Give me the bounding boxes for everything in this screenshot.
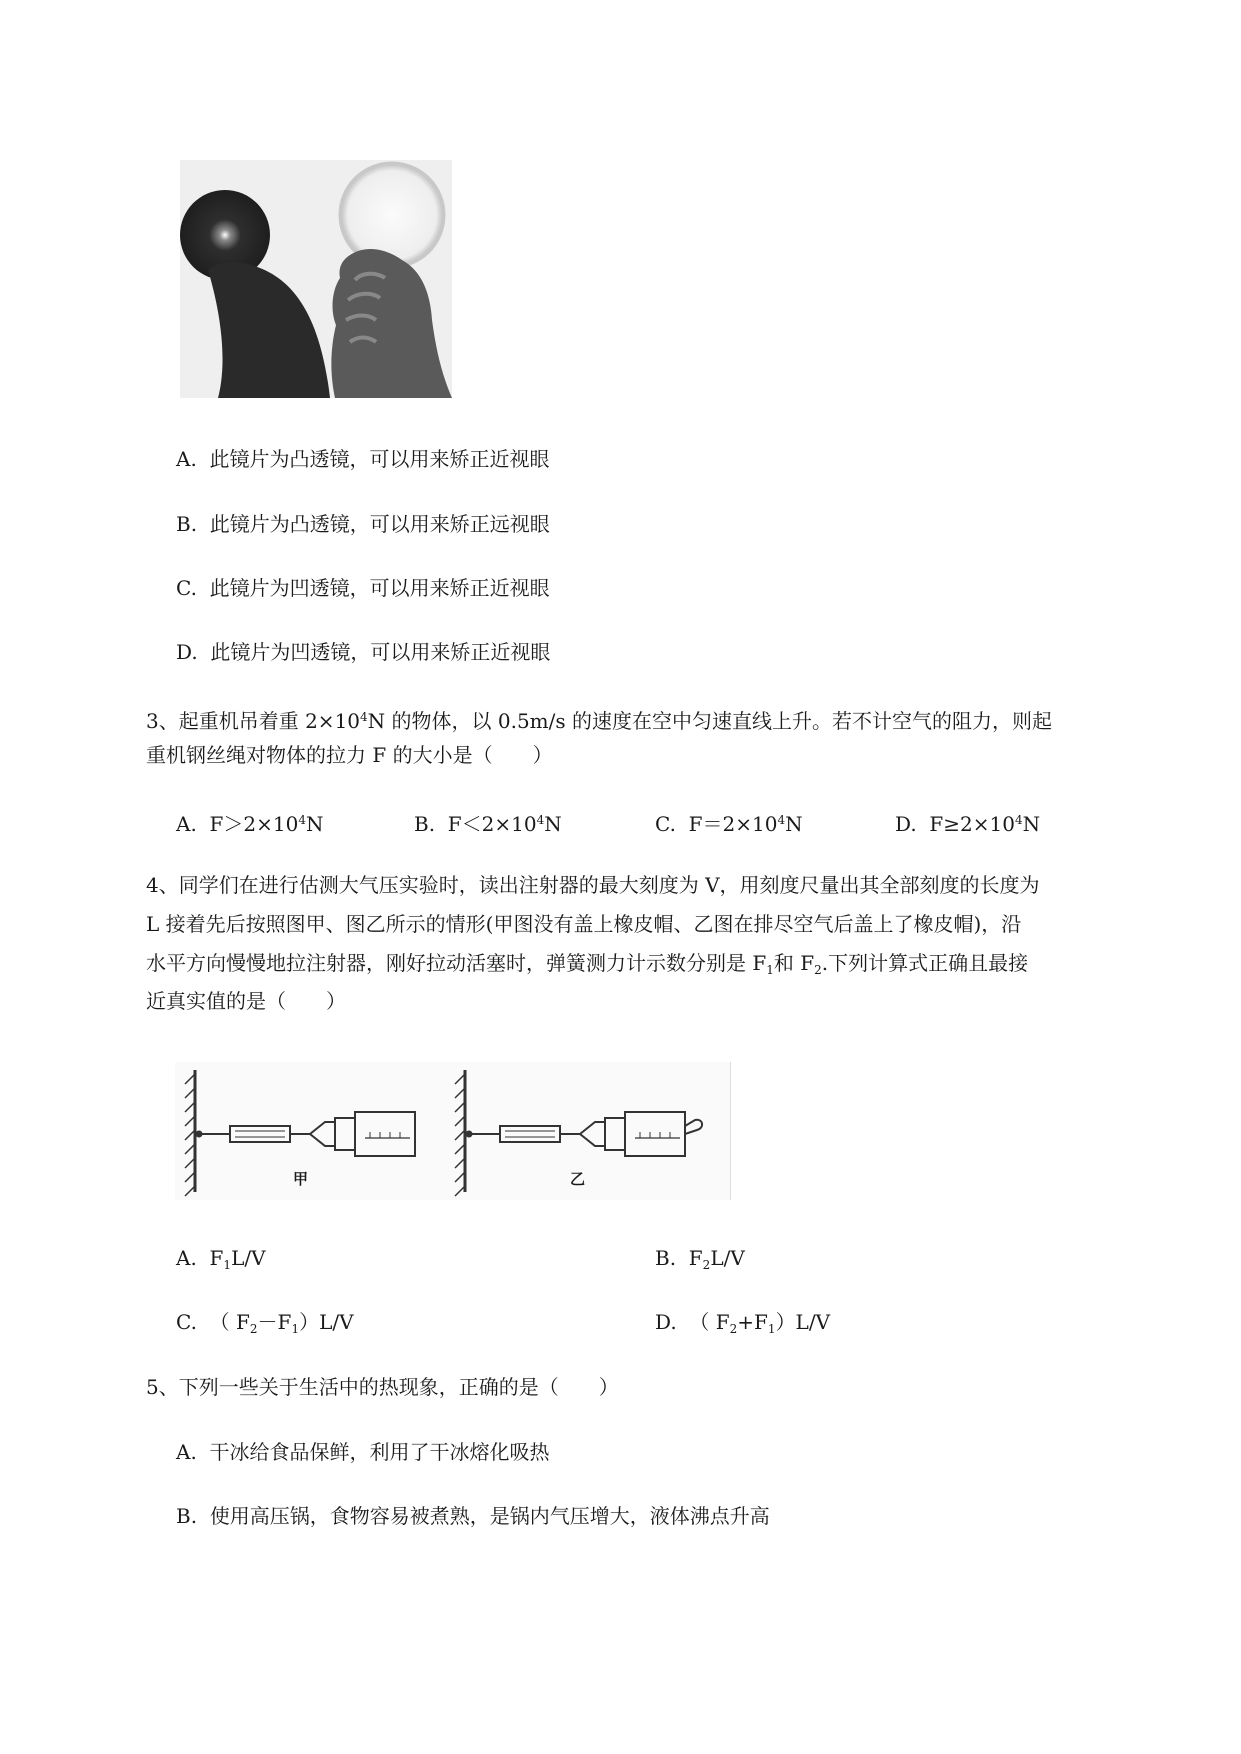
q3-option-d <box>895 806 1040 838</box>
option-letter: D. <box>655 1310 677 1334</box>
option-text: －F <box>257 1310 292 1334</box>
option-exponent: 4 <box>536 813 545 827</box>
option-text: +F <box>737 1310 768 1334</box>
option-text: N <box>785 812 803 836</box>
q5-stem <box>146 1373 619 1401</box>
q4-option-c <box>176 1308 354 1343</box>
option-letter: B. <box>176 1504 198 1528</box>
q5-option-a <box>176 1438 550 1466</box>
option-text: 此镜片为凹透镜，可以用来矫正近视眼 <box>210 640 551 664</box>
q4-subscript: 2 <box>814 963 822 977</box>
q3-exponent: 4 <box>360 710 368 724</box>
q3-text: N 的物体，以 0.5m/s 的速度在空中匀速直线上升。若不计空气的阻力，则起 <box>367 709 1053 733</box>
option-text: （ F <box>209 1310 250 1334</box>
option-letter: A. <box>176 447 197 471</box>
option-text: （ F <box>689 1310 730 1334</box>
q3-stem-line2 <box>146 741 553 769</box>
q3-text: 重机钢丝绳对物体的拉力 F 的大小是（ ） <box>146 743 553 767</box>
q4-text: 近真实值的是（ ） <box>146 989 346 1013</box>
option-subscript: 2 <box>729 1322 738 1336</box>
option-text: 干冰给食品保鲜，利用了干冰熔化吸热 <box>209 1440 550 1464</box>
option-text: L/V <box>231 1246 266 1270</box>
q4-text: .下列计算式正确且最接 <box>821 951 1029 975</box>
q3-text: 3、起重机吊着重 2×10 <box>146 709 361 733</box>
q4-text: 和 F <box>773 951 815 975</box>
q4-stem-line4 <box>146 987 346 1015</box>
q4-subscript: 1 <box>766 963 774 977</box>
option-text: 此镜片为凸透镜，可以用来矫正近视眼 <box>209 447 550 471</box>
q3-option-a <box>176 806 323 838</box>
option-letter: D. <box>176 640 198 664</box>
q4-option-d <box>655 1308 830 1343</box>
option-text: N <box>305 812 324 836</box>
option-letter: C. <box>655 812 676 836</box>
q4-option-b <box>655 1244 745 1279</box>
q4-text: 水平方向慢慢地拉注射器，刚好拉动活塞时，弹簧测力计示数分别是 F <box>146 951 767 975</box>
q4-text: L 接着先后按照图甲、图乙所示的情形(甲图没有盖上橡皮帽、乙图在排尽空气后盖上了橡皮帽)，沿 <box>146 912 1022 936</box>
option-text: 此镜片为凹透镜，可以用来矫正近视眼 <box>209 576 550 600</box>
option-letter: D. <box>895 812 917 836</box>
option-letter: C. <box>176 576 197 600</box>
q4-stem-line2 <box>146 910 1021 938</box>
q4-option-a <box>176 1244 266 1279</box>
q5-text: 5、下列一些关于生活中的热现象，正确的是（ ） <box>146 1375 619 1399</box>
q2-option-a <box>176 445 550 473</box>
option-letter: A. <box>176 1440 197 1464</box>
figure-label-jia: 甲 <box>293 1170 309 1188</box>
option-letter: C. <box>176 1310 197 1334</box>
option-subscript: 1 <box>223 1258 232 1272</box>
option-letter: B. <box>414 812 436 836</box>
q4-text: 4、同学们在进行估测大气压实验时，读出注射器的最大刻度为 V，用刻度尺量出其全部刻度的长度为 <box>146 873 1040 897</box>
option-text: 使用高压锅，食物容易被煮熟，是锅内气压增大，液体沸点升高 <box>209 1504 770 1528</box>
option-exponent: 4 <box>298 813 306 827</box>
option-text: N <box>544 812 562 836</box>
lens-photo <box>180 160 452 398</box>
q4-stem-line1 <box>146 871 1040 899</box>
option-text: ）L/V <box>775 1310 831 1334</box>
q3-stem-line1 <box>146 703 1052 735</box>
option-letter: B. <box>176 512 198 536</box>
q3-option-c <box>655 806 803 838</box>
option-text: L/V <box>710 1246 745 1270</box>
option-text: F <box>209 1246 224 1270</box>
option-text: F＜2×10 <box>447 812 537 836</box>
option-text: F＝2×10 <box>688 812 778 836</box>
option-letter: B. <box>655 1246 677 1270</box>
option-text: ）L/V <box>299 1310 354 1334</box>
option-text: N <box>1022 812 1041 836</box>
option-letter: A. <box>176 812 197 836</box>
option-exponent: 4 <box>777 813 786 827</box>
syringe-diagram <box>175 1062 731 1200</box>
q2-option-d <box>176 638 550 666</box>
q4-stem-line3 <box>146 949 1028 984</box>
figure-label-yi: 乙 <box>570 1170 586 1188</box>
option-exponent: 4 <box>1014 813 1023 827</box>
option-subscript: 2 <box>249 1322 258 1336</box>
option-letter: A. <box>176 1246 197 1270</box>
option-text: F＞2×10 <box>209 812 299 836</box>
q2-option-c <box>176 574 550 602</box>
option-text: F≥2×10 <box>929 812 1015 836</box>
option-text: F <box>688 1246 703 1270</box>
option-text: 此镜片为凸透镜，可以用来矫正远视眼 <box>209 512 550 536</box>
q5-option-b <box>176 1502 770 1530</box>
q2-option-b <box>176 510 550 538</box>
q3-option-b <box>414 806 562 838</box>
option-subscript: 2 <box>702 1258 711 1272</box>
option-subscript: 1 <box>767 1322 776 1336</box>
option-subscript: 1 <box>291 1322 300 1336</box>
